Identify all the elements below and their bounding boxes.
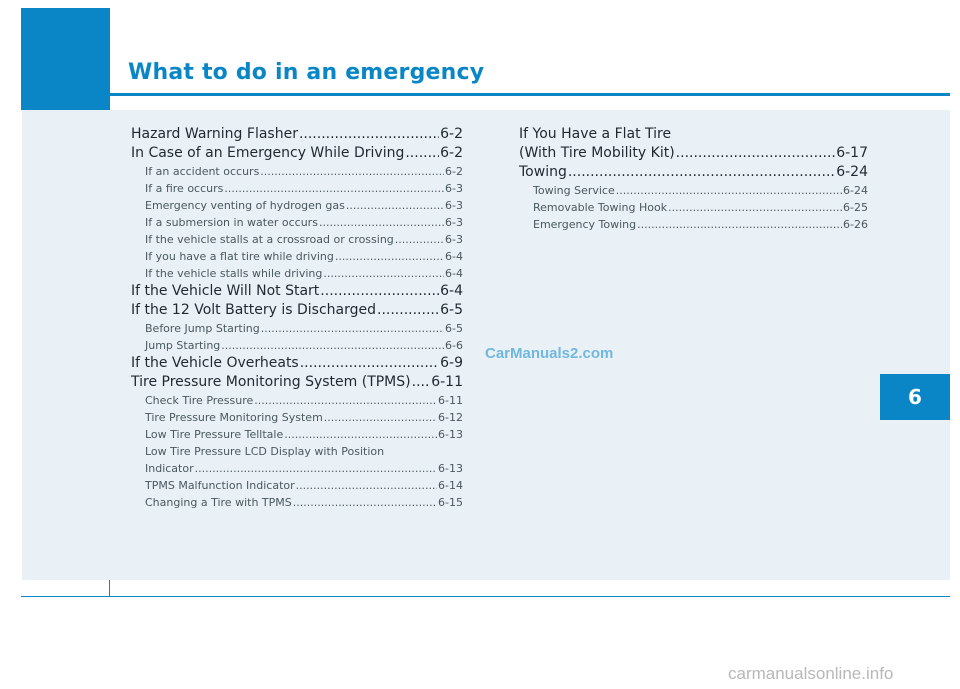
toc-page-number: 6-24	[836, 164, 868, 180]
toc-page-number: 6-2	[440, 126, 463, 142]
toc-entry-title: If you have a flat tire while driving	[145, 250, 334, 263]
toc-column-right	[519, 125, 868, 233]
toc-entry-title: If the vehicle stalls at a crossroad or crossing	[145, 233, 394, 246]
toc-entry-title: If the Vehicle Will Not Start	[131, 283, 320, 299]
toc-page-number: 6-14	[438, 479, 463, 492]
toc-entry-title: Hazard Warning Flasher	[131, 126, 298, 142]
toc-entry-title: If a fire occurs	[145, 182, 224, 195]
toc-page-number: 6-4	[445, 250, 463, 263]
toc-page-number: 6-5	[440, 302, 463, 318]
toc-entry-title: Tire Pressure Monitoring System	[145, 411, 323, 424]
toc-heading[interactable]	[131, 125, 463, 144]
dot-leader	[319, 214, 444, 231]
toc-entry-title: Before Jump Starting	[145, 322, 260, 335]
chapter-number: 6	[908, 385, 922, 409]
toc-page-number: 6-9	[440, 355, 463, 371]
toc-heading[interactable]	[131, 301, 463, 320]
toc-page-number: 6-24	[843, 184, 868, 197]
toc-page-number: 6-13	[438, 462, 463, 475]
page-title: What to do in an emergency	[128, 60, 485, 85]
toc-heading[interactable]	[519, 163, 868, 182]
dot-leader	[346, 197, 444, 214]
toc-column-left	[131, 125, 463, 511]
dot-leader	[377, 301, 439, 320]
toc-subentry[interactable]	[131, 337, 463, 354]
toc-heading[interactable]	[131, 373, 463, 392]
toc-entry-title: Check Tire Pressure	[145, 394, 254, 407]
chapter-color-block	[21, 8, 109, 110]
toc-page-number: 6-5	[445, 322, 463, 335]
toc-subentry[interactable]	[519, 216, 868, 233]
toc-entry-title: Indicator	[145, 462, 194, 475]
toc-subentry[interactable]	[131, 214, 463, 231]
toc-subentry[interactable]	[519, 199, 868, 216]
toc-entry-title: Removable Towing Hook	[533, 201, 668, 214]
toc-subentry[interactable]	[131, 409, 463, 426]
toc-entry-title: If an accident occurs	[145, 165, 260, 178]
toc-page-number: 6-4	[445, 267, 463, 280]
toc-entry-title: Jump Starting	[145, 339, 221, 352]
dot-leader	[300, 354, 439, 373]
toc-entry-title: Low Tire Pressure Telltale	[145, 428, 284, 441]
toc-subentry[interactable]	[131, 426, 463, 443]
toc-page-number: 6-4	[440, 283, 463, 299]
dot-leader	[254, 392, 437, 409]
toc-heading[interactable]	[131, 354, 463, 373]
dot-leader	[335, 248, 444, 265]
toc-entry-title: If a submersion in water occurs	[145, 216, 318, 229]
dot-leader	[412, 373, 431, 392]
dot-leader	[260, 163, 444, 180]
toc-entry-title: (With Tire Mobility Kit)	[519, 145, 675, 161]
toc-entry-title: Emergency venting of hydrogen gas	[145, 199, 345, 212]
toc-subentry[interactable]	[131, 197, 463, 214]
toc-entry-title: Emergency Towing	[533, 218, 637, 231]
dot-leader	[261, 320, 444, 337]
toc-subentry[interactable]	[131, 494, 463, 511]
toc-page-number: 6-3	[445, 216, 463, 229]
toc-page-number: 6-15	[438, 496, 463, 509]
toc-entry-title: If the 12 Volt Battery is Discharged	[131, 302, 376, 318]
dot-leader	[568, 163, 835, 182]
dot-leader	[395, 231, 444, 248]
dot-leader	[296, 477, 437, 494]
toc-heading[interactable]	[519, 125, 868, 144]
toc-page-number: 6-2	[445, 165, 463, 178]
toc-heading[interactable]	[519, 144, 868, 163]
dot-leader	[299, 125, 439, 144]
toc-subentry[interactable]	[131, 248, 463, 265]
dot-leader	[224, 180, 444, 197]
dot-leader	[405, 144, 439, 163]
toc-entry-title: In Case of an Emergency While Driving	[131, 145, 405, 161]
toc-heading[interactable]	[131, 282, 463, 301]
dot-leader	[195, 460, 437, 477]
toc-page-number: 6-26	[843, 218, 868, 231]
toc-subentry[interactable]	[519, 182, 868, 199]
toc-page-number: 6-25	[843, 201, 868, 214]
toc-subentry[interactable]	[131, 231, 463, 248]
toc-heading[interactable]	[131, 144, 463, 163]
toc-entry-title: TPMS Malfunction Indicator	[145, 479, 295, 492]
toc-subentry[interactable]	[131, 320, 463, 337]
toc-page-number: 6-13	[438, 428, 463, 441]
chapter-tab[interactable]	[880, 374, 950, 420]
dot-leader	[676, 144, 836, 163]
toc-entry-title: Low Tire Pressure LCD Display with Position	[145, 445, 385, 458]
toc-entry-title: Towing	[519, 164, 567, 180]
dot-leader	[284, 426, 437, 443]
toc-page-number: 6-6	[445, 339, 463, 352]
dot-leader	[616, 182, 842, 199]
dot-leader	[323, 265, 444, 282]
toc-page-number: 6-11	[431, 374, 463, 390]
dot-leader	[668, 199, 842, 216]
toc-page-number: 6-12	[438, 411, 463, 424]
toc-subentry[interactable]	[131, 392, 463, 409]
toc-page-number: 6-3	[445, 182, 463, 195]
toc-page-number: 6-2	[440, 145, 463, 161]
toc-entry-title: If the vehicle stalls while driving	[145, 267, 323, 280]
watermark: CarManuals2.com	[485, 345, 614, 362]
title-underline	[110, 93, 950, 96]
dot-leader	[293, 494, 437, 511]
footer-watermark: carmanualsonline.info	[728, 664, 894, 683]
dot-leader	[324, 409, 437, 426]
toc-page-number: 6-17	[836, 145, 868, 161]
toc-entry-title: If You Have a Flat Tire	[519, 126, 672, 142]
toc-subentry[interactable]	[131, 180, 463, 197]
toc-subentry[interactable]	[131, 443, 463, 460]
toc-entry-title: If the Vehicle Overheats	[131, 355, 299, 371]
dot-leader	[320, 282, 439, 301]
toc-subentry[interactable]	[131, 265, 463, 282]
bottom-rule	[21, 596, 950, 597]
toc-subentry[interactable]	[131, 460, 463, 477]
toc-entry-title: Towing Service	[533, 184, 615, 197]
toc-page-number: 6-3	[445, 199, 463, 212]
toc-page-number: 6-3	[445, 233, 463, 246]
dot-leader	[221, 337, 444, 354]
dot-leader	[637, 216, 842, 233]
toc-entry-title: Changing a Tire with TPMS	[145, 496, 292, 509]
toc-subentry[interactable]	[131, 477, 463, 494]
toc-page-number: 6-11	[438, 394, 463, 407]
toc-subentry[interactable]	[131, 163, 463, 180]
toc-entry-title: Tire Pressure Monitoring System (TPMS)	[131, 374, 411, 390]
